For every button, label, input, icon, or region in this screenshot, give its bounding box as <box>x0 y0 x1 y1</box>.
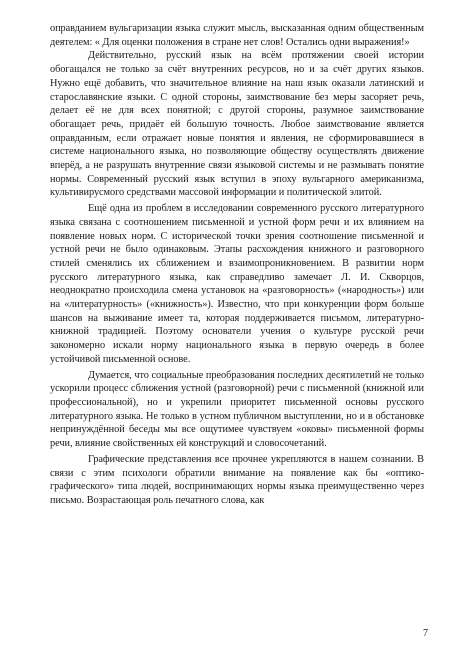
paragraph-2: Действительно, русский язык на всём протяжении своей истории обогащался не только за счёт внутренних ресурсов, но и за счёт других языков. Нужно ещё добавить, что значительное влияние на наш язык оказали латинский и старославянские языки. С одной стороны, заимствование без меры засоряет речь, делает её не для всех понятной; с другой стороны, разумное заимствование обогащает речь, придаёт ей большую точность. Любое заимствование является оправданным, если отражает новые понятия и явления, не сформировавшиеся в системе национального языка, но позволяющие обществу осуществлять движение вперёд, а не разрушать внутренние связи языковой системы и не размывать понятие нормы. Современный русский язык вступил в эпоху вульгарного американизма, культивирусмого средствами массовой информации и политической элитой. <box>50 50 424 199</box>
paragraph-3: Ещё одна из проблем в исследовании современного русского литературного языка связана с соотношением письменной и устной форм речи и их влиянием на появление новых норм. С исторической точки зрения соотношение письменной и устной речи не было одинаковым. Этапы расхождения книжного и разговорного стилей сменялись их сближением и взаимопроникновением. В развитии норм русского литературного языка, как справедливо замечает Л. И. Скворцов, неоднократно происходила смена установок на «разговорность» («народность») или на «литературность» («книжность»). Известно, что при конкуренции форм больше шансов на выживание имеет та, которая поддерживается письмом, литературно-книжной традицией. Поэтому основатели учения о культуре русской речи закономерно искали норму национального языка в первую очередь в более устойчивой письменной основе. <box>50 203 424 365</box>
page-number: 7 <box>423 628 428 639</box>
paragraph-1: оправданием вульгаризации языка служит мысль, высказанная одним общественным деятелем: « Для оценки положения в стране нет слов! Остались одни выражения!» <box>50 23 424 48</box>
paragraph-4: Думается, что социальные преобразования последних десятилетий не только ускорили процесс сближения устной (разговорной) речи с письменной (книжной или профессиональной), но и укрепили приоритет письменной основы русского литературного языка. Не только в устном публичном выступлении, но и в обстановке непринуждённой беседы мы все ощутимее чувствуем «оковы» письменной формы речи, влияние свойственных ей конструкций и словосочетаний. <box>50 369 424 450</box>
paragraph-5: Графические представления все прочнее укрепляются в нашем сознании. В связи с этим психологи обратили внимание на появление как бы «оптико-графического» типа людей, воспринимающих нормы языка преимущественно через письмо. Возрастающая роль печатного слова, как <box>50 453 424 506</box>
